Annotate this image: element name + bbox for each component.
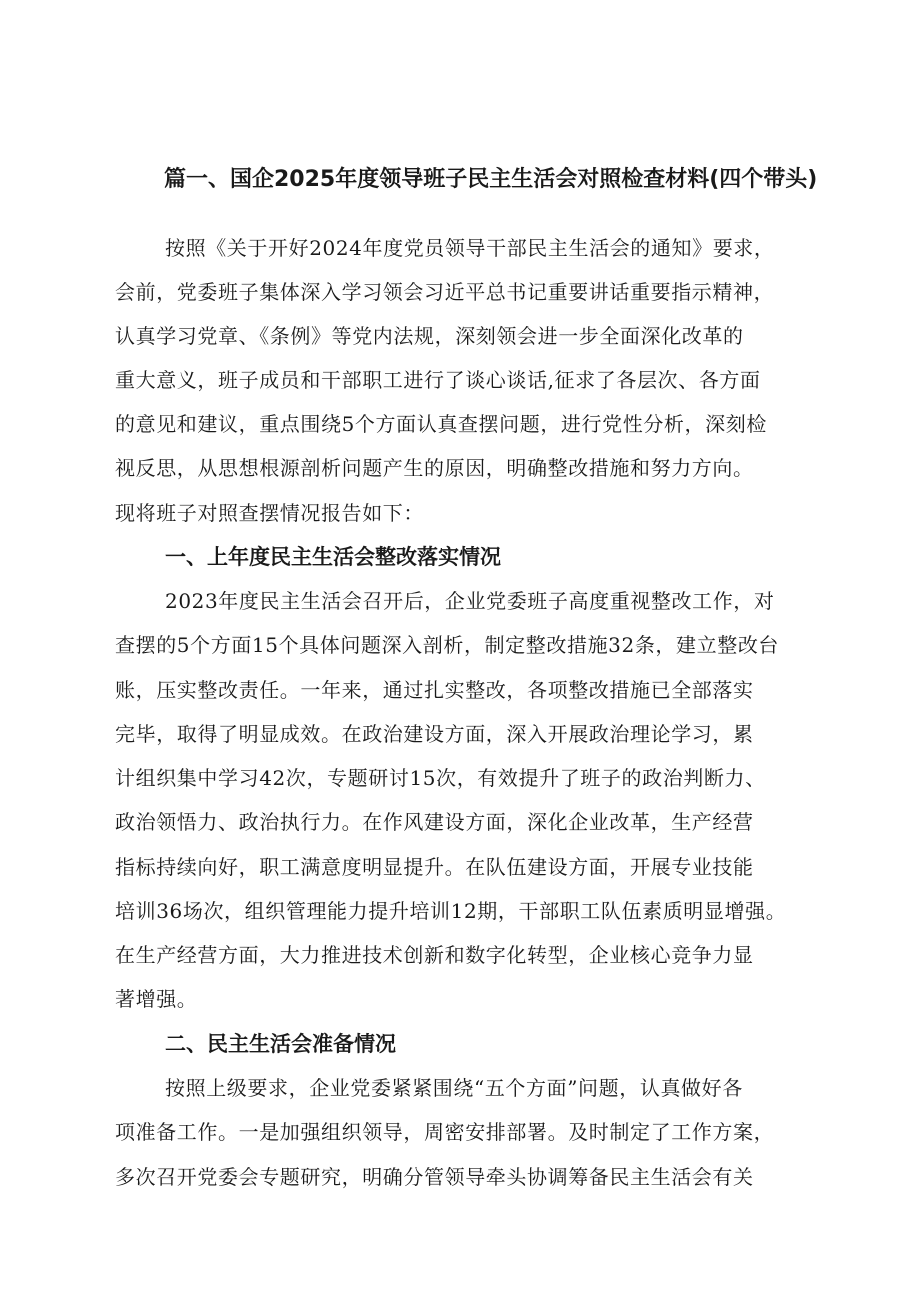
body-line: 指标持续向好，职工满意度明显提升。在队伍建设方面，开展专业技能 (115, 855, 754, 879)
body-line: 按照上级要求，企业党委紧紧围绕“五个方面”问题，认真做好各 (165, 1076, 743, 1100)
body-line: 完毕，取得了明显成效。在政治建设方面，深入开展政治理论学习，累 (115, 722, 754, 746)
body-line: 查摆的5个方面15个具体问题深入剖析，制定整改措施32条，建立整改台 (115, 633, 780, 657)
section-heading: 一、上年度民主生活会整改落实情况 (165, 545, 501, 569)
body-line: 培训36场次，组织管理能力提升培训12期，干部职工队伍素质明显增强。 (115, 899, 787, 923)
body-line: 2023年度民主生活会召开后，企业党委班子高度重视整改工作，对 (165, 589, 775, 613)
intro-line: 重大意义，班子成员和干部职工进行了谈心谈话,征求了各层次、各方面 (115, 368, 761, 392)
intro-line: 按照《关于开好2024年度党员领导干部民主生活会的通知》要求， (165, 236, 775, 260)
body-line: 账，压实整改责任。一年来，通过扎实整改，各项整改措施已全部落实 (115, 678, 754, 702)
intro-line: 现将班子对照查摆情况报告如下： (115, 501, 424, 525)
intro-line: 视反思，从思想根源剖析问题产生的原因，明确整改措施和努力方向。 (115, 456, 754, 480)
section-heading: 二、民主生活会准备情况 (165, 1032, 396, 1056)
body-line: 著增强。 (115, 987, 198, 1011)
body-line: 政治领悟力、政治执行力。在作风建设方面，深化企业改革，生产经营 (115, 810, 754, 834)
document-title: 篇一、国企2025年度领导班子民主生活会对照检查材料(四个带头) (164, 167, 818, 192)
body-line: 项准备工作。一是加强组织领导，周密安排部署。及时制定了工作方案， (115, 1120, 775, 1144)
intro-line: 会前，党委班子集体深入学习领会习近平总书记重要讲话重要指示精神， (115, 280, 775, 304)
intro-line: 的意见和建议，重点围绕5个方面认真查摆问题，进行党性分析，深刻检 (115, 412, 767, 436)
body-line: 多次召开党委会专题研究，明确分管领导牵头协调筹备民主生活会有关 (115, 1165, 754, 1189)
intro-line: 认真学习党章、《条例》等党内法规，深刻领会进一步全面深化改革的 (115, 324, 744, 348)
body-line: 计组织集中学习42次，专题研讨15次，有效提升了班子的政治判断力、 (115, 766, 766, 790)
body-line: 在生产经营方面，大力推进技术创新和数字化转型，企业核心竞争力显 (115, 943, 754, 967)
